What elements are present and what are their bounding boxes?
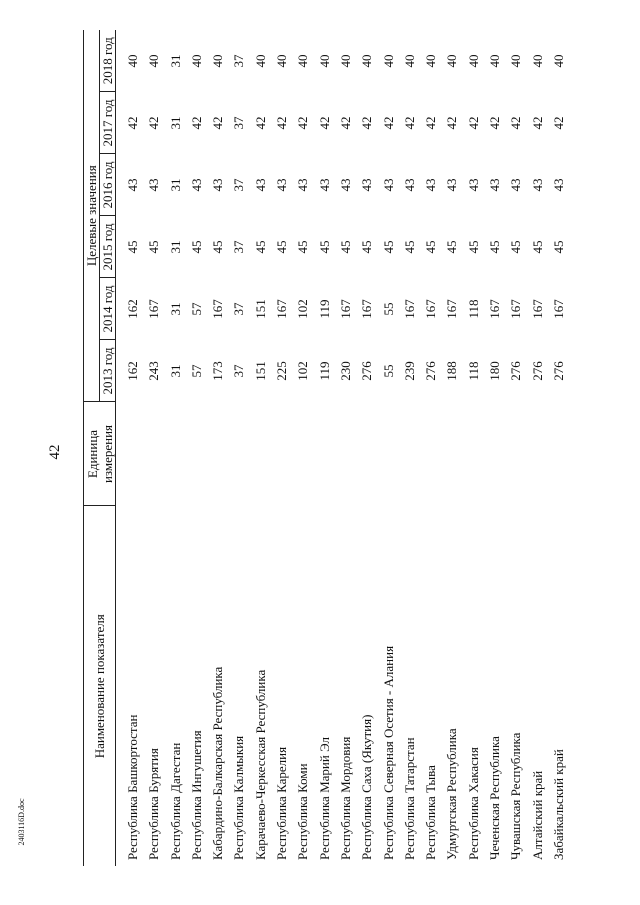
indicator-name: Республика Татарстан bbox=[401, 737, 417, 860]
indicator-name: Республика Хакасия bbox=[465, 747, 481, 860]
target-value-cell: 43 bbox=[550, 178, 566, 192]
target-value-cell: 45 bbox=[274, 240, 290, 254]
target-value-cell: 45 bbox=[465, 240, 481, 254]
target-value-cell: 167 bbox=[444, 299, 460, 319]
target-value-cell: 40 bbox=[508, 54, 524, 68]
page-number: 42 bbox=[47, 444, 63, 460]
target-value-cell: 45 bbox=[550, 240, 566, 254]
indicator-name: Республика Саха (Якутия) bbox=[359, 714, 375, 860]
target-value-cell: 45 bbox=[337, 240, 353, 254]
indicator-name: Республика Бурятия bbox=[146, 748, 162, 860]
target-value-cell: 42 bbox=[295, 116, 311, 130]
year-header: 2016 год bbox=[100, 154, 116, 216]
target-value-cell: 167 bbox=[210, 299, 226, 319]
unit-cell bbox=[441, 402, 462, 506]
target-value-cell: 45 bbox=[252, 240, 268, 254]
unit-header-line-2: измерения bbox=[99, 424, 115, 484]
indicator-name: Забайкальский край bbox=[550, 749, 566, 860]
table-row bbox=[441, 30, 462, 866]
table-row bbox=[548, 30, 569, 866]
table-row bbox=[356, 30, 377, 866]
target-value-cell: 167 bbox=[508, 299, 524, 319]
indicator-name: Республика Дагестан bbox=[167, 742, 183, 860]
indicator-name: Республика Северная Осетия - Алания bbox=[380, 645, 396, 860]
column-header-target-values: Целевые значения bbox=[84, 30, 100, 402]
year-header: 2014 год bbox=[100, 278, 116, 340]
target-value-cell: 162 bbox=[125, 299, 140, 319]
unit-cell bbox=[314, 402, 335, 506]
target-value-cell: 43 bbox=[274, 178, 290, 192]
unit-cell bbox=[527, 402, 548, 506]
target-value-cell: 42 bbox=[274, 116, 290, 130]
target-value-cell: 40 bbox=[210, 54, 226, 68]
target-value-cell: 40 bbox=[529, 54, 545, 68]
target-value-cell: 40 bbox=[401, 54, 417, 68]
target-value-cell: 40 bbox=[188, 54, 204, 68]
target-value-cell: 239 bbox=[401, 361, 417, 381]
target-value-cell: 40 bbox=[295, 54, 311, 68]
table-row bbox=[271, 30, 292, 866]
target-value-cell: 57 bbox=[188, 364, 204, 378]
unit-cell bbox=[116, 402, 144, 506]
target-value-cell: 57 bbox=[188, 302, 204, 316]
target-value-cell: 43 bbox=[444, 178, 460, 192]
target-values-table bbox=[83, 30, 569, 866]
year-header: 2018 год bbox=[100, 30, 116, 92]
indicator-name: Чувашская Республика bbox=[508, 732, 524, 860]
unit-cell bbox=[228, 402, 249, 506]
target-value-cell: 45 bbox=[529, 240, 545, 254]
target-value-cell: 43 bbox=[337, 178, 353, 192]
target-value-cell: 45 bbox=[210, 240, 226, 254]
target-value-cell: 40 bbox=[465, 54, 481, 68]
target-value-cell: 37 bbox=[231, 240, 247, 254]
target-value-cell: 45 bbox=[444, 240, 460, 254]
table-row bbox=[143, 30, 164, 866]
target-value-cell: 119 bbox=[316, 361, 332, 381]
target-value-cell: 42 bbox=[444, 116, 460, 130]
unit-cell bbox=[463, 402, 484, 506]
indicator-name: Республика Мордовия bbox=[337, 736, 353, 860]
target-value-cell: 43 bbox=[465, 178, 481, 192]
unit-cell bbox=[548, 402, 569, 506]
target-value-cell: 167 bbox=[550, 299, 566, 319]
unit-cell bbox=[165, 402, 186, 506]
target-value-cell: 37 bbox=[231, 302, 247, 316]
target-value-cell: 40 bbox=[550, 54, 566, 68]
target-value-cell: 167 bbox=[423, 299, 439, 319]
unit-cell bbox=[207, 402, 228, 506]
target-value-cell: 45 bbox=[359, 240, 375, 254]
target-value-cell: 31 bbox=[167, 178, 183, 192]
table-row bbox=[314, 30, 335, 866]
target-value-cell: 42 bbox=[146, 116, 162, 130]
target-value-cell: 40 bbox=[316, 54, 332, 68]
indicator-name: Алтайский край bbox=[529, 770, 545, 860]
target-value-cell: 43 bbox=[359, 178, 375, 192]
target-value-cell: 42 bbox=[316, 116, 332, 130]
target-value-cell: 37 bbox=[231, 116, 247, 130]
unit-header-line-1: Единица bbox=[84, 429, 100, 479]
indicator-name: Республика Тыва bbox=[423, 765, 439, 860]
target-value-cell: 167 bbox=[274, 299, 290, 319]
target-value-cell: 45 bbox=[508, 240, 524, 254]
target-value-cell: 31 bbox=[167, 240, 183, 254]
target-value-cell: 42 bbox=[210, 116, 226, 130]
indicator-name: Удмуртская Республика bbox=[444, 728, 460, 860]
target-value-cell: 167 bbox=[337, 299, 353, 319]
target-value-cell: 37 bbox=[231, 178, 247, 192]
target-value-cell: 180 bbox=[487, 361, 503, 381]
unit-cell bbox=[399, 402, 420, 506]
target-value-cell: 45 bbox=[316, 240, 332, 254]
target-value-cell: 31 bbox=[167, 54, 183, 68]
target-value-cell: 45 bbox=[423, 240, 439, 254]
target-value-cell: 42 bbox=[359, 116, 375, 130]
target-value-cell: 43 bbox=[508, 178, 524, 192]
target-value-cell: 43 bbox=[252, 178, 268, 192]
target-value-cell: 42 bbox=[529, 116, 545, 130]
table-row bbox=[335, 30, 356, 866]
target-value-cell: 276 bbox=[423, 361, 439, 381]
target-value-cell: 45 bbox=[125, 240, 140, 254]
target-value-cell: 43 bbox=[188, 178, 204, 192]
year-header: 2017 год bbox=[100, 92, 116, 154]
target-value-cell: 167 bbox=[529, 299, 545, 319]
unit-cell bbox=[271, 402, 292, 506]
target-value-cell: 31 bbox=[167, 302, 183, 316]
table-row bbox=[207, 30, 228, 866]
target-value-cell: 31 bbox=[167, 116, 183, 130]
target-value-cell: 102 bbox=[295, 361, 311, 381]
indicator-name: Республика Марий Эл bbox=[316, 737, 332, 860]
target-value-cell: 43 bbox=[316, 178, 332, 192]
target-value-cell: 243 bbox=[146, 361, 162, 381]
target-value-cell: 167 bbox=[401, 299, 417, 319]
unit-cell bbox=[143, 402, 164, 506]
target-value-cell: 45 bbox=[487, 240, 503, 254]
target-value-cell: 40 bbox=[423, 54, 439, 68]
table-row bbox=[463, 30, 484, 866]
target-value-cell: 43 bbox=[487, 178, 503, 192]
target-value-cell: 40 bbox=[252, 54, 268, 68]
target-value-cell: 167 bbox=[359, 299, 375, 319]
target-value-cell: 43 bbox=[401, 178, 417, 192]
target-value-cell: 102 bbox=[295, 299, 311, 319]
target-value-cell: 40 bbox=[274, 54, 290, 68]
target-value-cell: 45 bbox=[295, 240, 311, 254]
target-value-cell: 55 bbox=[380, 302, 396, 316]
target-value-cell: 276 bbox=[359, 361, 375, 381]
target-value-cell: 42 bbox=[380, 116, 396, 130]
target-value-cell: 40 bbox=[359, 54, 375, 68]
target-value-cell: 230 bbox=[337, 361, 353, 381]
indicator-name: Республика Ингушетия bbox=[188, 730, 204, 860]
header-row-1 bbox=[84, 30, 100, 866]
target-value-cell: 40 bbox=[380, 54, 396, 68]
indicator-name: Республика Башкортостан bbox=[125, 714, 140, 860]
unit-cell bbox=[378, 402, 399, 506]
target-value-cell: 151 bbox=[252, 299, 268, 319]
unit-cell bbox=[335, 402, 356, 506]
table-row bbox=[484, 30, 505, 866]
indicator-name: Республика Карелия bbox=[274, 746, 290, 860]
target-value-cell: 167 bbox=[487, 299, 503, 319]
target-value-cell: 43 bbox=[146, 178, 162, 192]
target-value-cell: 45 bbox=[188, 240, 204, 254]
table-row bbox=[165, 30, 186, 866]
target-value-cell: 42 bbox=[465, 116, 481, 130]
table-row bbox=[186, 30, 207, 866]
table-row bbox=[228, 30, 249, 866]
column-header-name: Наименование показателя bbox=[84, 506, 116, 866]
table-row bbox=[250, 30, 271, 866]
target-value-cell: 276 bbox=[529, 361, 545, 381]
unit-cell bbox=[505, 402, 526, 506]
target-value-cell: 42 bbox=[252, 116, 268, 130]
target-value-cell: 40 bbox=[125, 54, 140, 68]
table-body bbox=[116, 30, 570, 866]
rotated-table-container bbox=[83, 30, 619, 866]
table-row bbox=[505, 30, 526, 866]
target-value-cell: 43 bbox=[423, 178, 439, 192]
target-value-cell: 42 bbox=[401, 116, 417, 130]
target-value-cell: 276 bbox=[550, 361, 566, 381]
target-value-cell: 118 bbox=[465, 361, 481, 381]
unit-cell bbox=[292, 402, 313, 506]
target-value-cell: 40 bbox=[146, 54, 162, 68]
target-value-cell: 43 bbox=[125, 178, 140, 192]
indicator-name: Карачаево-Черкесская Республика bbox=[252, 669, 268, 860]
target-value-cell: 43 bbox=[380, 178, 396, 192]
target-value-cell: 37 bbox=[231, 54, 247, 68]
year-header: 2015 год bbox=[100, 216, 116, 278]
table-row bbox=[399, 30, 420, 866]
target-value-cell: 225 bbox=[274, 361, 290, 381]
unit-cell bbox=[250, 402, 271, 506]
target-value-cell: 118 bbox=[465, 299, 481, 319]
unit-cell bbox=[356, 402, 377, 506]
indicator-name: Чеченская Республика bbox=[487, 736, 503, 860]
unit-cell bbox=[484, 402, 505, 506]
target-value-cell: 40 bbox=[337, 54, 353, 68]
indicator-name: Республика Калмыкия bbox=[231, 735, 247, 860]
target-value-cell: 45 bbox=[146, 240, 162, 254]
table-row bbox=[116, 30, 144, 866]
target-value-cell: 31 bbox=[167, 364, 183, 378]
target-value-cell: 42 bbox=[125, 116, 140, 130]
target-value-cell: 42 bbox=[487, 116, 503, 130]
target-value-cell: 276 bbox=[508, 361, 524, 381]
target-value-cell: 162 bbox=[125, 361, 140, 381]
target-value-cell: 151 bbox=[252, 361, 268, 381]
year-header: 2013 год bbox=[100, 340, 116, 402]
table-row bbox=[527, 30, 548, 866]
target-value-cell: 42 bbox=[423, 116, 439, 130]
unit-cell bbox=[420, 402, 441, 506]
target-value-cell: 42 bbox=[337, 116, 353, 130]
target-value-cell: 167 bbox=[146, 299, 162, 319]
target-value-cell: 43 bbox=[210, 178, 226, 192]
target-value-cell: 45 bbox=[401, 240, 417, 254]
target-value-cell: 119 bbox=[316, 299, 332, 319]
target-value-cell: 43 bbox=[295, 178, 311, 192]
target-value-cell: 45 bbox=[380, 240, 396, 254]
table-row bbox=[420, 30, 441, 866]
footer-filename: 2403116D.doc bbox=[17, 798, 26, 846]
target-value-cell: 40 bbox=[444, 54, 460, 68]
target-value-cell: 42 bbox=[508, 116, 524, 130]
unit-cell bbox=[186, 402, 207, 506]
target-value-cell: 42 bbox=[550, 116, 566, 130]
target-value-cell: 40 bbox=[487, 54, 503, 68]
target-value-cell: 42 bbox=[188, 116, 204, 130]
target-value-cell: 43 bbox=[529, 178, 545, 192]
column-header-unit bbox=[84, 402, 116, 506]
target-value-cell: 173 bbox=[210, 361, 226, 381]
indicator-name: Республика Коми bbox=[295, 763, 311, 860]
target-value-cell: 188 bbox=[444, 361, 460, 381]
table-row bbox=[292, 30, 313, 866]
target-value-cell: 37 bbox=[231, 364, 247, 378]
target-value-cell: 55 bbox=[380, 364, 396, 378]
indicator-name: Кабардино-Балкарская Республика bbox=[210, 666, 226, 860]
table-row bbox=[378, 30, 399, 866]
